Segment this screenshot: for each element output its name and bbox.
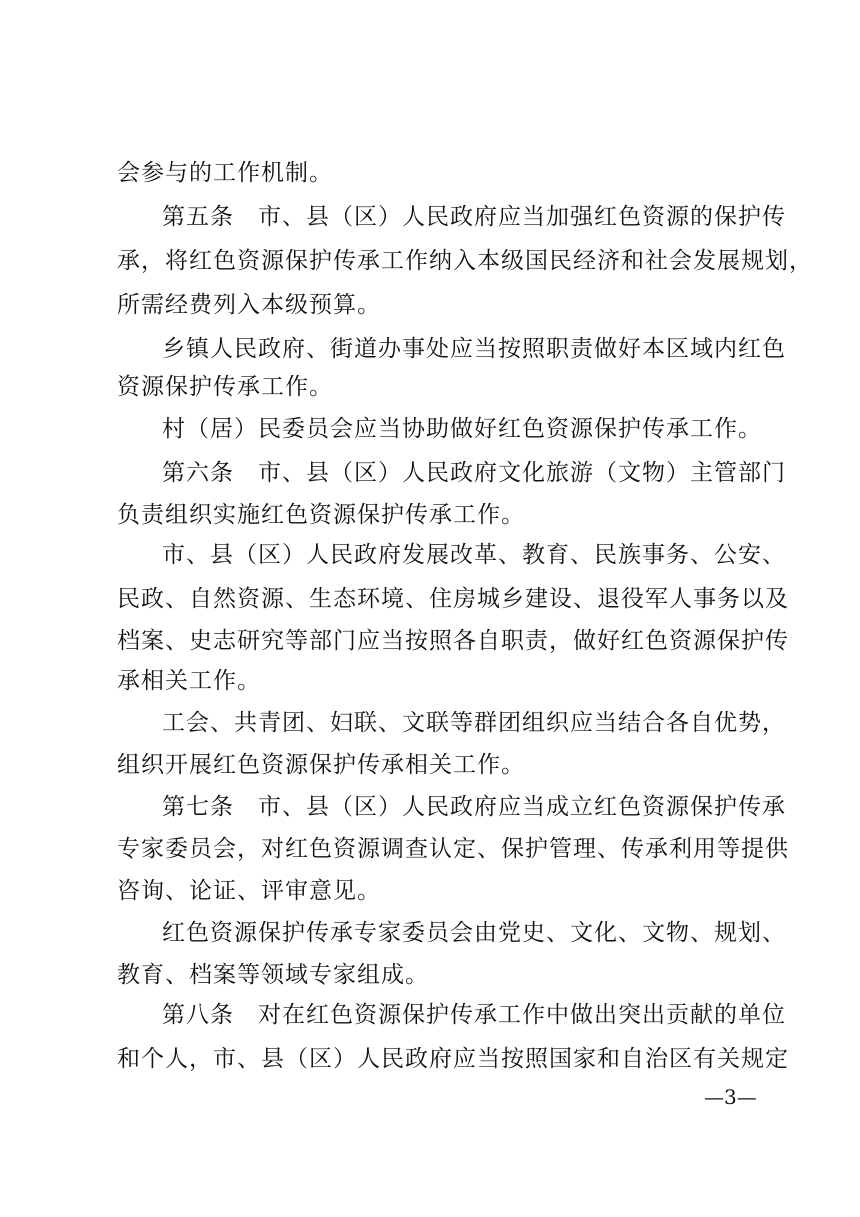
text-line-4: 所需经费列入本级预算。 bbox=[117, 292, 381, 318]
text-line-20: 教育、档案等领域专家组成。 bbox=[117, 962, 429, 988]
text-line-12: 档案、史志研究等部门应当按照各自职责，做好红色资源保护传 bbox=[117, 628, 789, 654]
text-line-15: 组织开展红色资源保护传承相关工作。 bbox=[117, 752, 525, 778]
text-line-16: 第七条 市、县（区）人民政府应当成立红色资源保护传承 bbox=[162, 794, 786, 820]
text-line-13: 承相关工作。 bbox=[117, 668, 261, 694]
text-line-22: 和个人，市、县（区）人民政府应当按照国家和自治区有关规定 bbox=[117, 1046, 789, 1072]
text-line-17: 专家委员会，对红色资源调查认定、保护管理、传承利用等提供 bbox=[117, 836, 789, 862]
text-line-11: 民政、自然资源、生态环境、住房城乡建设、退役军人事务以及 bbox=[117, 586, 789, 612]
text-line-7: 村（居）民委员会应当协助做好红色资源保护传承工作。 bbox=[162, 416, 762, 442]
text-line-1: 会参与的工作机制。 bbox=[117, 160, 333, 186]
page-number: —3— bbox=[704, 1085, 757, 1109]
text-line-18: 咨询、论证、评审意见。 bbox=[117, 878, 381, 904]
text-line-10: 市、县（区）人民政府发展改革、教育、民族事务、公安、 bbox=[162, 542, 786, 568]
text-line-14: 工会、共青团、妇联、文联等群团组织应当结合各自优势， bbox=[162, 710, 786, 736]
text-line-8: 第六条 市、县（区）人民政府文化旅游（文物）主管部门 bbox=[162, 460, 786, 486]
text-line-2: 第五条 市、县（区）人民政府应当加强红色资源的保护传 bbox=[162, 204, 786, 230]
text-line-9: 负责组织实施红色资源保护传承工作。 bbox=[117, 502, 525, 528]
text-line-19: 红色资源保护传承专家委员会由党史、文化、文物、规划、 bbox=[162, 920, 786, 946]
text-line-5: 乡镇人民政府、街道办事处应当按照职责做好本区域内红色 bbox=[162, 336, 786, 362]
text-line-6: 资源保护传承工作。 bbox=[117, 374, 333, 400]
text-line-3: 承，将红色资源保护传承工作纳入本级国民经济和社会发展规划， bbox=[117, 248, 813, 274]
text-line-21: 第八条 对在红色资源保护传承工作中做出突出贡献的单位 bbox=[162, 1002, 786, 1028]
